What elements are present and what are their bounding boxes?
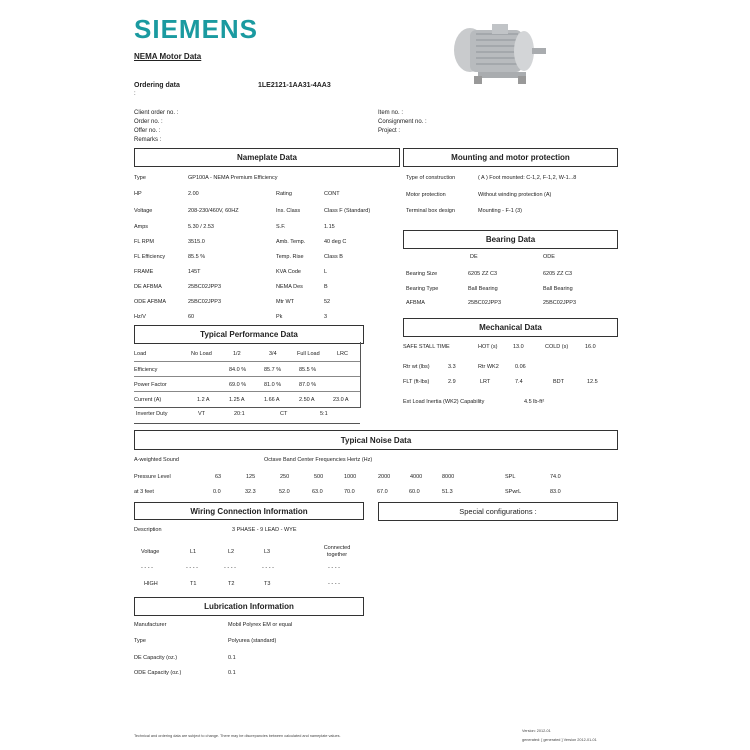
wiring-dash: - - - -: [224, 565, 236, 571]
np-label: ODE AFBMA: [134, 299, 167, 305]
ordering-label: Ordering data: [134, 82, 180, 89]
item-no: Item no. :: [378, 110, 404, 116]
np-label: Amb. Temp.: [276, 239, 306, 245]
lube-label: Manufacturer: [134, 622, 167, 628]
np-label: Hz/V: [134, 314, 146, 320]
mounting-label: Type of construction: [406, 175, 456, 181]
bearing-title: Bearing Data: [485, 235, 536, 244]
perf-cell: 87.0 %: [299, 382, 317, 388]
mech-lrt-value: 7.4: [515, 379, 523, 385]
np-value: 208-230/460V, 60HZ: [188, 208, 239, 214]
wiring-head: L2: [228, 549, 235, 555]
mounting-value: Mounting - F-1 (3): [478, 208, 523, 214]
perf-cell: Current (A): [134, 397, 162, 403]
np-value: 60: [188, 314, 195, 320]
noise-spwl-value: 83.0: [550, 489, 561, 495]
np-value: 40 deg C: [324, 239, 347, 245]
wiring-desc-value: 3 PHASE - 9 LEAD - WYE: [232, 527, 297, 533]
lube-label: DE Capacity (oz.): [134, 655, 178, 661]
noise-freq: 125: [246, 474, 256, 480]
noise-freq: 4000: [410, 474, 423, 480]
special-title: Special configurations :: [459, 507, 537, 516]
noise-level: 63.0: [312, 489, 323, 495]
np-label: Rating: [276, 191, 292, 197]
mech-bdt-label: BDT: [553, 379, 564, 385]
motor-image: [440, 18, 550, 88]
wiring-dash: - - - -: [328, 565, 340, 571]
lubrication-header: [134, 597, 364, 616]
mounting-label: Terminal box design: [406, 208, 455, 214]
np-value: Class F (Standard): [324, 208, 371, 214]
np-value: 52: [324, 299, 331, 305]
consignment-no: Consignment no. :: [378, 119, 427, 125]
lubrication-title: Lubrication Information: [204, 602, 294, 611]
np-value: 3515.0: [188, 239, 205, 245]
bearing-ode: Ball Bearing: [543, 286, 573, 292]
perf-head: 1/2: [233, 351, 241, 357]
noise-spl-value: 74.0: [550, 474, 561, 480]
np-value: 1.15: [324, 224, 335, 230]
np-value: 145T: [188, 269, 201, 275]
mech-lrt-label: LRT: [480, 379, 491, 385]
mech-rtrwt-value: 3.3: [448, 364, 456, 370]
wiring-head: L3: [264, 549, 271, 555]
footer-generated: generated: [ generated ] Version 2012-01-01: [522, 738, 597, 742]
perf-cell: Power Factor: [134, 382, 167, 388]
wiring-high-cell: - - - -: [328, 581, 340, 587]
noise-freq: 500: [314, 474, 324, 480]
bearing-ode: 25BC02JPP3: [543, 300, 577, 306]
noise-freq: 63: [215, 474, 222, 480]
np-value: 85.5 %: [188, 254, 206, 260]
noise-level: 32.3: [245, 489, 256, 495]
wiring-head: Voltage: [141, 549, 160, 555]
mech-wk2-label: Rtr WK2: [478, 364, 499, 370]
mech-wk2-value: 0.06: [515, 364, 526, 370]
mounting-label: Motor protection: [406, 192, 446, 198]
wiring-header: [134, 502, 364, 520]
np-value: 25BC02JPP3: [188, 299, 222, 305]
wiring-high-cell: HIGH: [144, 581, 158, 587]
np-label: Ins. Class: [276, 208, 301, 214]
np-label: Mtr WT: [276, 299, 295, 305]
wiring-high-cell: T2: [228, 581, 235, 587]
perf-cell: 1.2 A: [197, 397, 210, 403]
lube-value: Mobil Polyrex EM or equal: [228, 622, 293, 628]
wiring-high-cell: T3: [264, 581, 271, 587]
np-value: 5.30 / 2.53: [188, 224, 214, 230]
lube-value: 0.1: [228, 655, 236, 661]
bearing-ode: 6205 ZZ C3: [543, 271, 573, 277]
noise-level: 0.0: [213, 489, 221, 495]
mounting-value: Without winding protection (A): [478, 192, 552, 198]
order-no: Order no. :: [134, 119, 163, 125]
perf-cell: Efficiency: [134, 367, 158, 373]
perf-cell: 69.0 %: [229, 382, 247, 388]
wiring-head: Connected together: [323, 545, 351, 558]
mech-cold-label: COLD (s): [545, 344, 569, 350]
np-label: DE AFBMA: [134, 284, 162, 290]
perf-head: 3/4: [269, 351, 277, 357]
lube-label: Type: [134, 638, 146, 644]
noise-header: [134, 430, 618, 450]
ordering-value: 1LE2121-1AA31-4AA3: [258, 82, 331, 89]
mech-hot-value: 13.0: [513, 344, 524, 350]
noise-weighted: A-weighted Sound: [134, 457, 179, 463]
mounting-header: [403, 148, 618, 167]
mech-ext-inertia-value: 4.5 lb-ft²: [524, 399, 545, 405]
np-label: FL RPM: [134, 239, 154, 245]
page-subtitle: NEMA Motor Data: [134, 52, 202, 61]
perf-head: LRC: [337, 351, 349, 357]
nameplate-type-value: GP100A - NEMA Premium Efficiency: [188, 175, 278, 181]
performance-grid: [134, 342, 361, 408]
perf-cell: 84.0 %: [229, 367, 247, 373]
perf-cell: 1.66 A: [264, 397, 280, 403]
bearing-col-de: DE: [470, 254, 478, 260]
np-label: Temp. Rise: [276, 254, 304, 260]
np-label: FRAME: [134, 269, 154, 275]
bearing-header: [403, 230, 618, 249]
np-label: S.F.: [276, 224, 286, 230]
noise-freq: 2000: [378, 474, 391, 480]
mechanical-title: Mechanical Data: [479, 323, 542, 332]
mech-cold-value: 16.0: [585, 344, 596, 350]
wiring-title: Wiring Connection Information: [190, 506, 308, 516]
noise-spl-label: SPL: [505, 474, 516, 480]
perf-cell: 81.0 %: [264, 382, 282, 388]
wiring-dash: - - - -: [186, 565, 198, 571]
bearing-de: 6205 ZZ C3: [468, 271, 498, 277]
client-order-no: Client order no. :: [134, 110, 179, 116]
perf-head: Load: [134, 351, 147, 357]
inverter-label: Inverter Duty: [136, 411, 168, 417]
noise-freq: 1000: [344, 474, 357, 480]
special-box: [378, 502, 618, 521]
lube-value: Polyurea (standard): [228, 638, 277, 644]
perf-cell: 85.5 %: [299, 367, 317, 373]
np-value: L: [324, 269, 328, 275]
np-value: B: [324, 284, 328, 290]
mech-flt-label: FLT (ft-lbs): [403, 379, 430, 385]
noise-level: 51.3: [442, 489, 453, 495]
remarks: Remarks :: [134, 137, 162, 143]
wiring-dash: - - - -: [141, 565, 153, 571]
perf-cell: 2.50 A: [299, 397, 315, 403]
mech-rtrwt-label: Rtr wt (lbs): [403, 364, 430, 370]
noise-level: 67.0: [377, 489, 388, 495]
inverter-vt: VT: [198, 411, 206, 417]
np-label: Voltage: [134, 208, 153, 214]
mech-hot-label: HOT (s): [478, 344, 498, 350]
perf-head: Full Load: [297, 351, 320, 357]
noise-level: 70.0: [344, 489, 355, 495]
lube-value: 0.1: [228, 670, 236, 676]
mounting-title: Mounting and motor protection: [451, 153, 570, 162]
performance-inverter-row: [134, 407, 360, 424]
np-label: Amps: [134, 224, 149, 230]
np-value: Class B: [324, 254, 343, 260]
noise-freq-label: Pressure Level: [134, 474, 171, 480]
mech-bdt-value: 12.5: [587, 379, 598, 385]
lube-label: ODE Capacity (oz.): [134, 670, 182, 676]
np-label: Pk: [276, 314, 283, 320]
np-label: HP: [134, 191, 142, 197]
bearing-de: 25BC02JPP3: [468, 300, 502, 306]
noise-freq: 8000: [442, 474, 455, 480]
noise-level: 52.0: [279, 489, 290, 495]
footer-version: Version: 2012-01: [522, 729, 551, 733]
np-value: CONT: [324, 191, 340, 197]
np-label: KVA Code: [276, 269, 301, 275]
noise-title: Typical Noise Data: [340, 435, 412, 445]
inverter-ct-ratio: 5:1: [320, 411, 328, 417]
np-label: FL Efficiency: [134, 254, 166, 260]
project: Project :: [378, 128, 401, 134]
noise-freq: 250: [280, 474, 290, 480]
bearing-de: Ball Bearing: [468, 286, 498, 292]
perf-cell: 23.0 A: [333, 397, 349, 403]
wiring-high-cell: T1: [190, 581, 197, 587]
noise-spwl-label: SPwrL: [505, 489, 522, 495]
nameplate-title: Nameplate Data: [236, 153, 298, 162]
offer-no: Offer no. :: [134, 128, 161, 134]
inverter-vt-ratio: 20:1: [234, 411, 245, 417]
footer-disclaimer: Technical and ordering data are subject to change. There may be discrepancies between calculated and nameplate values.: [134, 734, 341, 738]
noise-octave: Octave Band Center Frequencies Hertz (Hz): [264, 457, 373, 463]
siemens-logo: SIEMENS: [134, 14, 259, 44]
mech-ext-inertia-label: Ext Load Inertia (WK2) Capability: [403, 399, 485, 405]
bearing-label: Bearing Size: [406, 271, 438, 277]
noise-level: 60.0: [409, 489, 420, 495]
np-value: 3: [324, 314, 328, 320]
performance-title: Typical Performance Data: [200, 330, 298, 339]
np-value: 25BC02JPP3: [188, 284, 222, 290]
np-label: NEMA Des: [276, 284, 303, 290]
mech-flt-value: 2.9: [448, 379, 456, 385]
inverter-ct: CT: [280, 411, 288, 417]
bearing-label: Bearing Type: [406, 286, 439, 292]
ordering-colon: :: [134, 91, 136, 97]
wiring-desc-label: Description: [134, 527, 162, 533]
mechanical-header: [403, 318, 618, 337]
bearing-label: AFBMA: [406, 300, 425, 306]
mounting-value: ( A ) Foot mounted: C-1,2, F-1,2, W-1...8: [478, 175, 577, 181]
noise-level-label: at 3 feet: [134, 489, 154, 495]
nameplate-header: [134, 148, 400, 167]
bearing-col-ode: ODE: [543, 254, 555, 260]
wiring-head: L1: [190, 549, 197, 555]
nameplate-type-label: Type: [134, 175, 146, 181]
perf-head: No Load: [191, 351, 212, 357]
perf-cell: 85.7 %: [264, 367, 282, 373]
wiring-dash: - - - -: [262, 565, 274, 571]
perf-cell: 1.25 A: [229, 397, 245, 403]
np-value: 2.00: [188, 191, 199, 197]
mech-stall-label: SAFE STALL TIME: [403, 344, 450, 350]
